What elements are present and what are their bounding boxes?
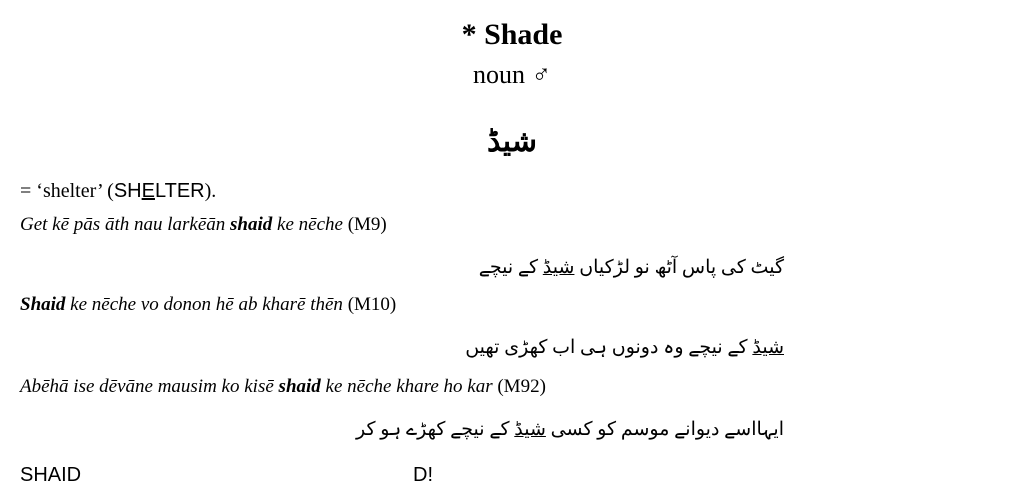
male-gender-icon: ♂	[531, 60, 551, 89]
definition	[20, 180, 216, 203]
example-roman	[20, 214, 387, 236]
example-urdu	[356, 418, 784, 441]
example-source: (M9)	[347, 214, 387, 235]
example-roman	[20, 376, 546, 398]
urdu-headword: شیڈ	[487, 125, 537, 158]
example-text: Abēhā ise dēvāne mausim ko kisē	[20, 376, 279, 397]
example-urdu	[479, 256, 784, 279]
example-source: (M10)	[347, 294, 397, 315]
urdu-keyword: شیڈ	[752, 337, 784, 358]
example-urdu	[465, 336, 784, 359]
urdu-text: ایہااسے دیوانے موسم کو کسی	[545, 419, 784, 440]
headword: * Shade	[461, 18, 563, 51]
example-text: Get kē pās āth nau larkēān	[20, 214, 231, 235]
example-keyword: shaid	[278, 376, 321, 397]
cross-reference-underlined: E	[141, 180, 155, 202]
urdu-keyword: شیڈ	[542, 257, 575, 278]
urdu-text: کے نیچے	[478, 257, 543, 278]
footer-right-code: D!	[413, 464, 433, 486]
pos-label: noun	[473, 60, 525, 89]
urdu-text: کے نیچے کھڑے ہو کر	[356, 419, 515, 440]
cross-reference-part: LTER	[154, 180, 205, 202]
example-source: (M92)	[497, 376, 546, 397]
example-keyword: Shaid	[20, 294, 66, 315]
cross-reference[interactable]	[114, 180, 205, 202]
part-of-speech	[0, 60, 1024, 90]
cross-reference-part: SH	[113, 180, 142, 202]
example-text: ke nēche	[272, 214, 348, 235]
urdu-text: کے نیچے وہ دونوں ہی اب کھڑی تھیں	[465, 337, 753, 358]
urdu-keyword: شیڈ	[514, 419, 546, 440]
example-keyword: shaid	[230, 214, 273, 235]
urdu-text: گیٹ کی پاس آٹھ نو لڑکیاں	[574, 257, 784, 278]
example-text: ke nēche vo donon hē ab kharē thēn	[65, 294, 348, 315]
definition-suffix: ).	[204, 180, 217, 202]
footer-left-code: SHAID	[20, 464, 82, 486]
example-text: ke nēche khare ho kar	[320, 376, 498, 397]
definition-prefix: = ‘shelter’ (	[20, 180, 114, 202]
example-roman	[20, 294, 396, 316]
